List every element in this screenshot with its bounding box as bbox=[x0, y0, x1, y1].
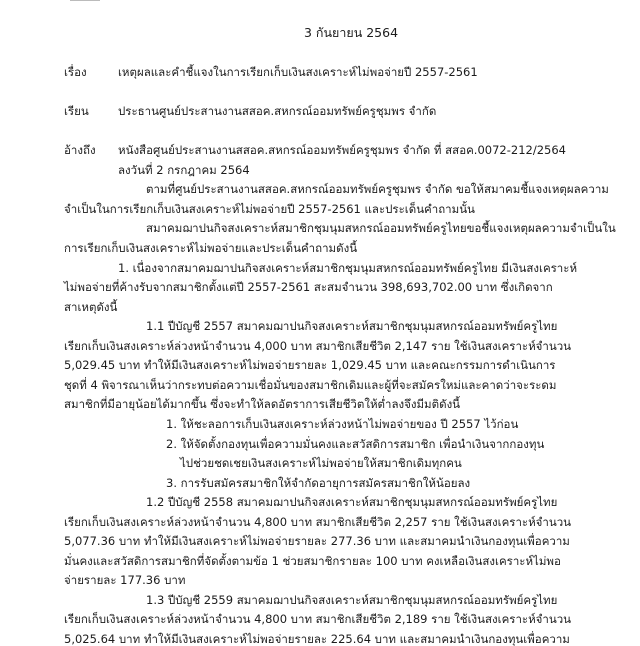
section-1-1-text: เรียกเก็บเงินสงเคราะห์ล่วงหน้าจำนวน 4,000 บาท สมาชิกเสียชีวิต 2,147 ราย ใช้เงินสงเคราะห์จำนวน bbox=[64, 338, 572, 353]
section-1-3-text: เรียกเก็บเงินสงเคราะห์ล่วงหน้าจำนวน 4,800 บาท สมาชิกเสียชีวิต 2,189 ราย ใช้เงินสงเคราะห์จำนวน bbox=[64, 612, 572, 627]
recipient-label: เรียน bbox=[64, 104, 89, 119]
section-1-2-text: เรียกเก็บเงินสงเคราะห์ล่วงหน้าจำนวน 4,800 บาท สมาชิกเสียชีวิต 2,257 ราย ใช้เงินสงเคราะห์จำนวน bbox=[64, 514, 572, 529]
reference-line-2: ลงวันที่ 2 กรกฎาคม 2564 bbox=[118, 162, 250, 177]
paragraph-text: สมาคมฌาปนกิจสงเคราะห์สมาชิกชุมนุมสหกรณ์ออมทรัพย์ครูไทยขอชี้แจงเหตุผลความจำเป็นใน bbox=[146, 221, 616, 236]
document-date: 3 กันยายน 2564 bbox=[304, 25, 399, 40]
section-1-2-text: 1.2 ปีบัญชี 2558 สมาคมฌาปนกิจสงเคราะห์สมาชิกชุมนุมสหกรณ์ออมทรัพย์ครูไทย bbox=[146, 495, 558, 510]
subject-label: เรื่อง bbox=[64, 65, 87, 80]
section-1-1-text: 1.1 ปีบัญชี 2557 สมาคมฌาปนกิจสงเคราะห์สมาชิกชุมนุมสหกรณ์ออมทรัพย์ครูไทย bbox=[146, 319, 558, 334]
subject-text: เหตุผลและคำชี้แจงในการเรียกเก็บเงินสงเคราะห์ไม่พอจ่ายปี 2557-2561 bbox=[118, 65, 478, 80]
list-item: ไปช่วยชดเชยเงินสงเคราะห์ไม่พอจ่ายให้สมาชิกเดิมทุกคน bbox=[180, 456, 462, 471]
section-1-1-text: สมาชิกที่มีอายุน้อยได้มากขึ้น ซึ่งจะทำให้ลดอัตราการเสียชีวิตให้ต่ำลงจึงมีมติดังนี้ bbox=[64, 397, 461, 412]
scan-mark bbox=[70, 0, 100, 7]
section-1-3-text: 1.3 ปีบัญชี 2559 สมาคมฌาปนกิจสงเคราะห์สมาชิกชุมนุมสหกรณ์ออมทรัพย์ครูไทย bbox=[146, 592, 558, 607]
list-item: 1. ให้ชะลอการเก็บเงินสงเคราะห์ล่วงหน้าไม่พอจ่ายของ ปี 2557 ไว้ก่อน bbox=[166, 416, 519, 431]
reference-label: อ้างถึง bbox=[64, 143, 96, 158]
paragraph-text: ตามที่ศูนย์ประสานงานสสอค.สหกรณ์ออมทรัพย์ครูชุมพร จำกัด ขอให้สมาคมชี้แจงเหตุผลความ bbox=[146, 182, 609, 197]
reference-line-1: หนังสือศูนย์ประสานงานสสอค.สหกรณ์ออมทรัพย์ครูชุมพร จำกัด ที่ สสอค.0072-212/2564 bbox=[118, 143, 566, 158]
paragraph-text: 1. เนื่องจากสมาคมฌาปนกิจสงเคราะห์สมาชิกชุมนุมสหกรณ์ออมทรัพย์ครูไทย มีเงินสงเคราะห์ bbox=[118, 260, 578, 275]
paragraph-text: สาเหตุดังนี้ bbox=[64, 299, 118, 314]
section-1-3-text: 5,025.64 บาท ทำให้มีเงินสงเคราะห์ไม่พอจ่ายรายละ 225.64 บาท และสมาคมนำเงินกองทุนเพื่อความ bbox=[64, 632, 570, 646]
paragraph-text: การเรียกเก็บเงินสงเคราะห์ไม่พอจ่ายและประเด็นคำถามดังนี้ bbox=[64, 241, 358, 256]
section-1-1-text: ชุดที่ 4 พิจารณาเห็นว่ากระทบต่อความเชื่อมั่นของสมาชิกเดิมและผู้ที่จะสมัครใหม่และคาดว่าจะระดม bbox=[64, 377, 557, 392]
section-1-2-text: มั่นคงและสวัสดิการสมาชิกที่จัดตั้งตามข้อ 1 ช่วยสมาชิกรายละ 100 บาท คงเหลือเงินสงเคราะห์ไม่พอ bbox=[64, 553, 561, 568]
paragraph-text: จำเป็นในการเรียกเก็บเงินสงเคราะห์ไม่พอจ่ายปี 2557-2561 และประเด็นคำถามนั้น bbox=[64, 201, 475, 216]
list-item: 2. ให้จัดตั้งกองทุนเพื่อความมั่นคงและสวัสดิการสมาชิก เพื่อนำเงินจากกองทุน bbox=[166, 436, 545, 451]
section-1-2-text: 5,077.36 บาท ทำให้มีเงินสงเคราะห์ไม่พอจ่ายรายละ 277.36 บาท และสมาคมนำเงินกองทุนเพื่อความ bbox=[64, 534, 570, 549]
recipient-text: ประธานศูนย์ประสานงานสสอค.สหกรณ์ออมทรัพย์ครูชุมพร จำกัด bbox=[118, 104, 437, 119]
paragraph-text: ไม่พอจ่ายที่ค้างรับจากสมาชิกตั้งแต่ปี 2557-2561 สะสมจำนวน 398,693,702.00 บาท ซึ่งเกิดจาก bbox=[64, 280, 553, 295]
section-1-2-text: จ่ายรายละ 177.36 บาท bbox=[64, 573, 186, 588]
list-item: 3. การรับสมัครสมาชิกให้จำกัดอายุการสมัครสมาชิกให้น้อยลง bbox=[166, 475, 471, 490]
section-1-1-text: 5,029.45 บาท ทำให้มีเงินสงเคราะห์ไม่พอจ่ายรายละ 1,029.45 บาท และคณะกรรมการดำเนินการ bbox=[64, 358, 556, 373]
